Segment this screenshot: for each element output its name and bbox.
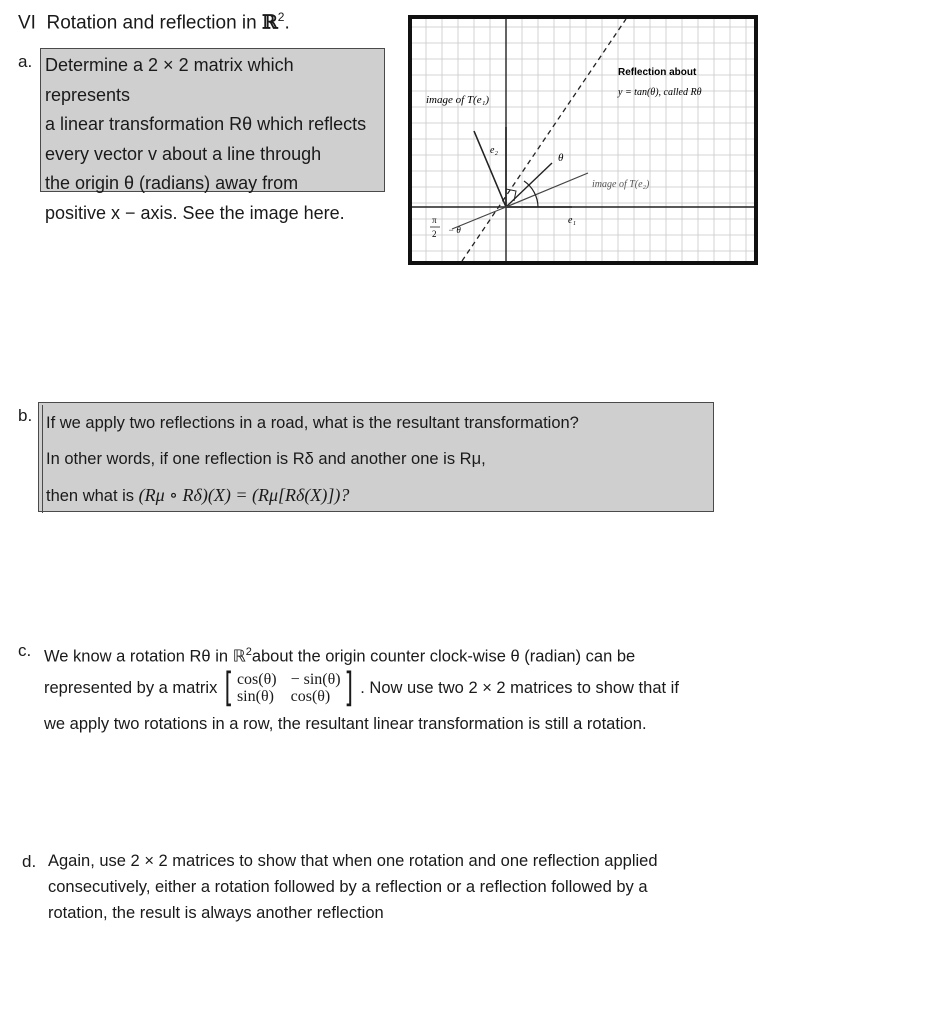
part-a-line-4: the origin θ (radians) away from [45,173,299,193]
part-a-line-2: a linear transformation Rθ which reflects [45,114,367,134]
part-a-letter: a. [18,52,33,71]
part-c-line-2 [44,665,804,711]
part-a-box [40,48,385,223]
part-b-line-3-math: (Rμ ∘ Rδ)(X) = (Rμ[Rδ(X)])? [138,485,350,505]
minus-theta-label: − θ [448,225,461,235]
part-c-line-2-b: . Now use two 2 × 2 matrices to show that if [360,678,679,697]
part-c-line-1-sup: 2 [245,646,252,658]
part-b-line-3 [42,477,708,513]
part-c-line-1-b: about the origin counter clock-wise θ (radian) can be [251,647,636,666]
part-b-letter: b. [18,406,33,425]
reflection-line [462,19,626,261]
part-c-letter: c. [18,641,32,660]
image-e2-label: image of T(e₂) [592,179,650,190]
reflection-figure [408,15,758,265]
matrix-entries [237,671,341,705]
part-d-letter: d. [22,852,37,871]
part-c-line-1-a: We know a rotation Rθ in ℝ [44,647,246,666]
reflection-label: Reflection about [618,67,697,78]
section-title-sup: 2 [277,10,285,24]
part-b-line-1: If we apply two reflections in a road, what is the resultant transformation? [42,405,708,441]
section-title-text: Rotation and reflection in [46,12,262,34]
part-d-text [48,848,788,926]
part-b-line-3-prefix: then what is [46,487,139,505]
section-title [18,10,290,34]
part-b-line-2: In other words, if one reflection is Rδ and another one is Rμ, [42,441,708,477]
part-d-line-3: rotation, the result is always another reflection [48,904,384,922]
theta-label: θ [558,152,564,164]
matrix-right-bracket: ] [344,665,353,711]
part-c-line-3: we apply two rotations in a row, the resultant linear transformation is still a rotation. [44,715,647,733]
matrix-entry-21: sin(θ) [236,688,274,705]
section-title-end: . [284,12,290,34]
part-c-line-1 [44,636,804,668]
matrix-entry-22: cos(θ) [290,688,331,705]
part-a-line-3: every vector v about a line through [45,143,322,164]
part-b-box [38,402,714,512]
section-number: VI [18,12,36,34]
rotation-matrix [221,665,356,711]
part-d-line-2: consecutively, either a rotation followed by a reflection or a reflection followed by a [48,878,648,896]
angle-marker [506,189,516,201]
part-a-line-5: positive x − axis. See the image here. [45,202,345,223]
e1-label: e₁ [568,215,576,226]
matrix-left-bracket: [ [224,665,234,711]
reflection-line-label: y = tan(θ), called Rθ [618,87,702,98]
image-e1-label: image of T(e₁) [426,94,490,106]
reflection-diagram [412,19,754,261]
part-c-text [44,636,804,740]
part-a-line-1: Determine a 2 × 2 matrix which represents [45,55,294,105]
matrix-entry-12: − sin(θ) [290,671,341,688]
part-c-line-2-a: represented by a matrix [44,678,218,697]
pi-label: π [432,215,437,225]
section-title-field: ℝ [261,11,278,34]
part-d-line-1: Again, use 2 × 2 matrices to show that when one rotation and one reflection applied [48,852,658,870]
matrix-entry-11: cos(θ) [236,671,277,688]
e2-label: e₂ [490,145,498,156]
pi-denominator: 2 [432,229,437,239]
